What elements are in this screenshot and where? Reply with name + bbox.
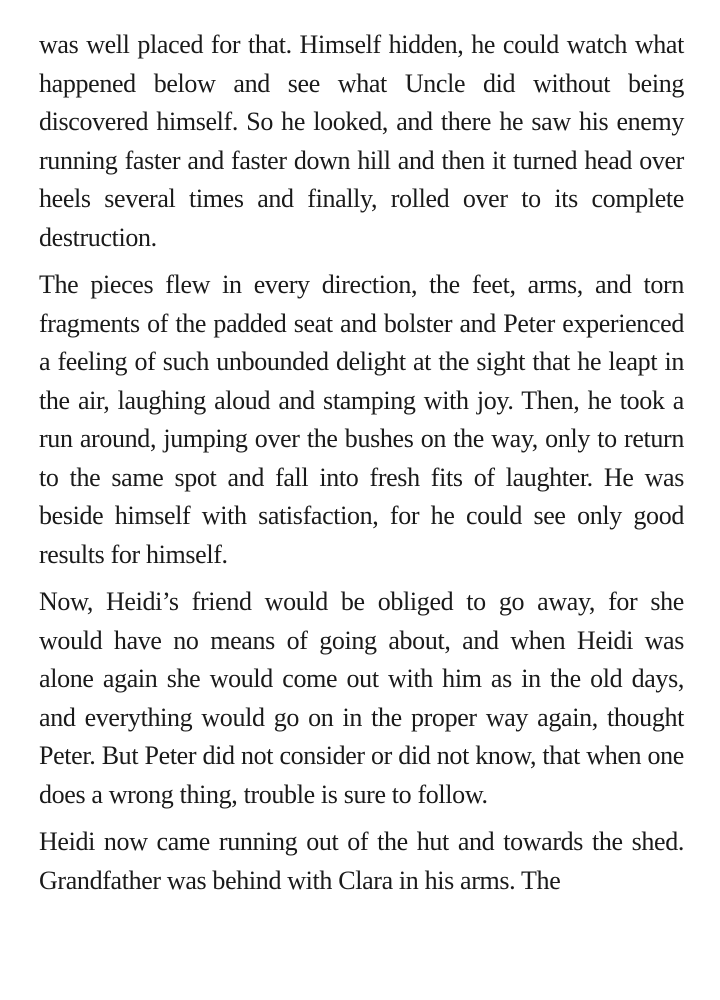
paragraph-3: Now, Heidi’s friend would be obliged to go away, for she would have no means of going about, and when Heidi was alone again she would come out with him as in the old days, and everything would go on in the proper way again, thought Peter. But Peter did not consider or did not know, that when one does a wrong thing, trouble is sure to follow. <box>39 587 684 809</box>
paragraph-2: The pieces flew in every direction, the feet, arms, and torn fragments of the padded seat and bolster and Peter experienced a feeling of such unbounded delight at the sight that he leapt in the air, laughing aloud and stamping with joy. Then, he took a run around, jumping over the bushes on the way, only to return to the same spot and fall into fresh fits of laughter. He was beside himself with satisfaction, for he could see only good results for himself. <box>39 270 684 569</box>
paragraph-1: was well placed for that. Himself hidden, he could watch what happened below and see what Uncle did without being discovered himself. So he looked, and there he saw his enemy running faster and faster down hill and then it turned head over heels several times and finally, rolled over to its complete destruction. <box>39 30 684 252</box>
book-page <box>39 26 684 909</box>
paragraph-4: Heidi now came running out of the hut and towards the shed. Grandfather was behind with Clara in his arms. The <box>39 827 684 895</box>
